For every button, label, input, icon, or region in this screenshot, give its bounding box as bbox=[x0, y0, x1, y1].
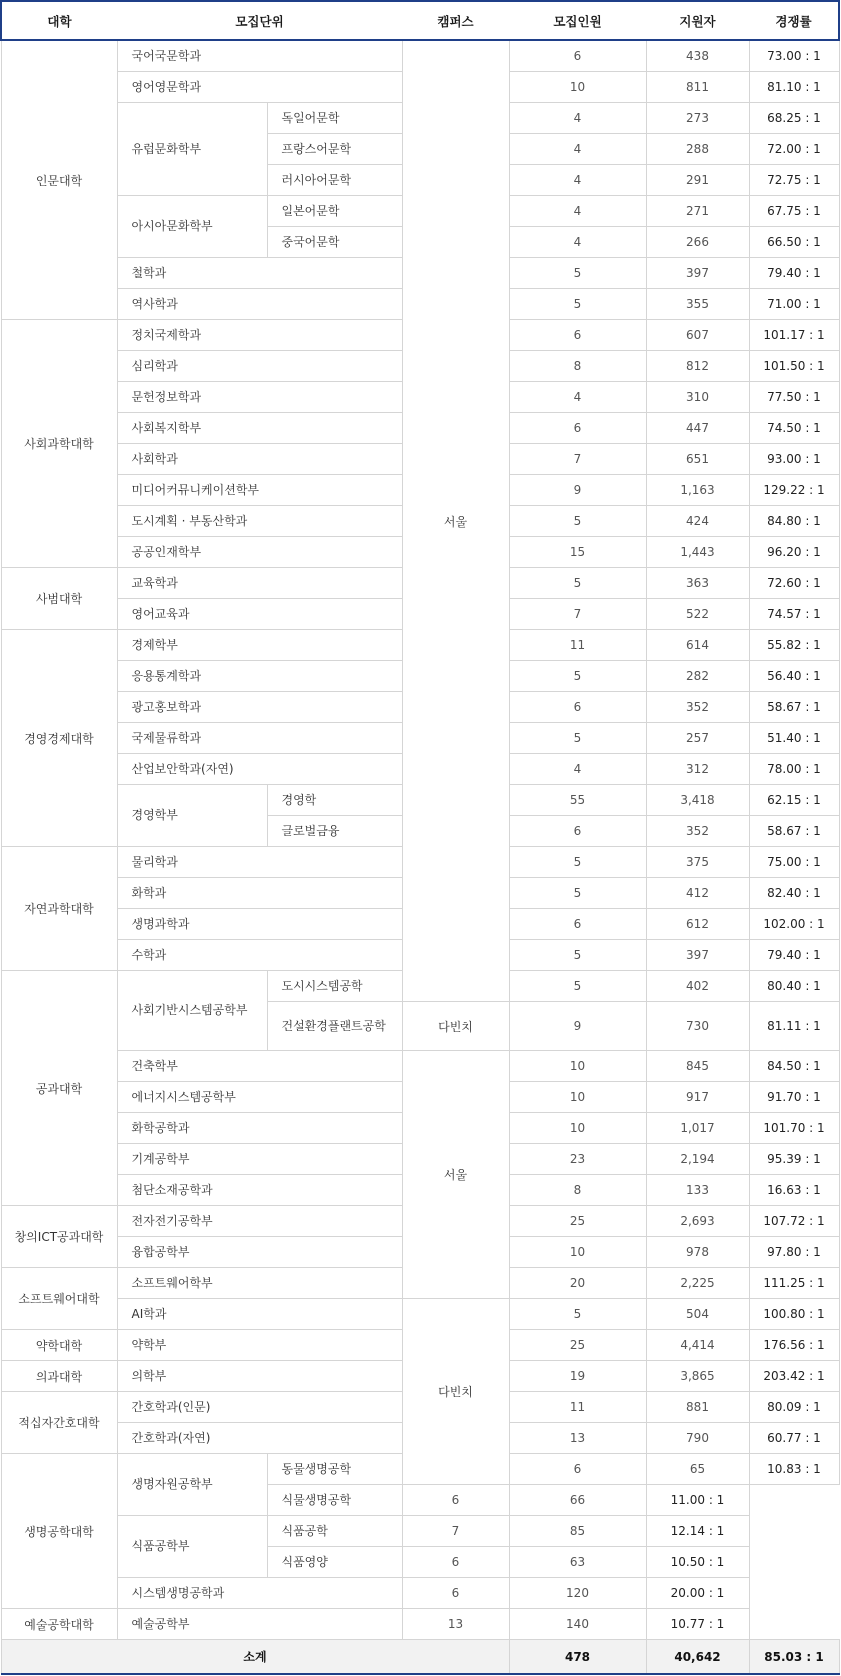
college-cell: 예술공학대학 bbox=[1, 1609, 117, 1640]
applicants-cell: 288 bbox=[646, 134, 749, 165]
ratio-cell: 176.56 : 1 bbox=[749, 1330, 839, 1361]
table-row bbox=[1, 40, 839, 72]
quota-cell: 6 bbox=[509, 413, 646, 444]
table-body bbox=[1, 40, 839, 1674]
major-cell: 동물생명공학 bbox=[267, 1454, 402, 1485]
ratio-cell: 80.09 : 1 bbox=[749, 1392, 839, 1423]
applicants-cell: 504 bbox=[646, 1299, 749, 1330]
ratio-cell: 91.70 : 1 bbox=[749, 1082, 839, 1113]
applicants-cell: 375 bbox=[646, 847, 749, 878]
quota-cell: 5 bbox=[509, 258, 646, 289]
applicants-cell: 811 bbox=[646, 72, 749, 103]
unit-cell: 시스템생명공학과 bbox=[117, 1578, 402, 1609]
quota-cell: 10 bbox=[509, 1237, 646, 1268]
quota-cell: 7 bbox=[509, 444, 646, 475]
quota-cell: 4 bbox=[509, 165, 646, 196]
quota-cell: 6 bbox=[509, 320, 646, 351]
quota-cell: 55 bbox=[509, 785, 646, 816]
applicants-cell: 271 bbox=[646, 196, 749, 227]
applicants-cell: 730 bbox=[646, 1002, 749, 1051]
applicants-cell: 140 bbox=[509, 1609, 646, 1640]
ratio-cell: 100.80 : 1 bbox=[749, 1299, 839, 1330]
unit-cell: 국제물류학과 bbox=[117, 723, 402, 754]
applicants-cell: 978 bbox=[646, 1237, 749, 1268]
applicants-cell: 3,418 bbox=[646, 785, 749, 816]
quota-cell: 13 bbox=[509, 1423, 646, 1454]
college-cell: 약학대학 bbox=[1, 1330, 117, 1361]
table-row bbox=[1, 1299, 839, 1330]
applicants-cell: 614 bbox=[646, 630, 749, 661]
quota-cell: 5 bbox=[509, 506, 646, 537]
applicants-cell: 402 bbox=[646, 971, 749, 1002]
unit-cell: 광고홍보학과 bbox=[117, 692, 402, 723]
applicants-cell: 812 bbox=[646, 351, 749, 382]
quota-cell: 6 bbox=[402, 1578, 509, 1609]
applicants-cell: 66 bbox=[509, 1485, 646, 1516]
ratio-cell: 79.40 : 1 bbox=[749, 940, 839, 971]
major-cell: 식품공학 bbox=[267, 1516, 402, 1547]
quota-cell: 11 bbox=[509, 630, 646, 661]
unit-cell: 정치국제학과 bbox=[117, 320, 402, 351]
major-cell: 독일어문학 bbox=[267, 103, 402, 134]
applicants-cell: 917 bbox=[646, 1082, 749, 1113]
applicants-cell: 120 bbox=[509, 1578, 646, 1609]
header-row bbox=[1, 1, 839, 40]
campus-cell: 다빈치 bbox=[402, 1299, 509, 1485]
unit-cell: 국어국문학과 bbox=[117, 40, 402, 72]
campus-cell: 서울 bbox=[402, 40, 509, 1002]
table-row bbox=[1, 1609, 839, 1640]
ratio-cell: 56.40 : 1 bbox=[749, 661, 839, 692]
unit-cell: 화학과 bbox=[117, 878, 402, 909]
college-cell: 인문대학 bbox=[1, 40, 117, 320]
quota-cell: 8 bbox=[509, 351, 646, 382]
ratio-cell: 101.50 : 1 bbox=[749, 351, 839, 382]
applicants-cell: 363 bbox=[646, 568, 749, 599]
applicants-cell: 424 bbox=[646, 506, 749, 537]
major-cell: 식품영양 bbox=[267, 1547, 402, 1578]
college-cell: 창의ICT공과대학 bbox=[1, 1206, 117, 1268]
quota-cell: 5 bbox=[509, 661, 646, 692]
major-cell: 프랑스어문학 bbox=[267, 134, 402, 165]
applicants-cell: 3,865 bbox=[646, 1361, 749, 1392]
ratio-cell: 16.63 : 1 bbox=[749, 1175, 839, 1206]
unit-cell: 도시계획 · 부동산학과 bbox=[117, 506, 402, 537]
applicants-cell: 397 bbox=[646, 940, 749, 971]
quota-cell: 5 bbox=[509, 1299, 646, 1330]
unit-cell: 의학부 bbox=[117, 1361, 402, 1392]
unit-cell: 수학과 bbox=[117, 940, 402, 971]
quota-cell: 10 bbox=[509, 1113, 646, 1144]
ratio-cell: 95.39 : 1 bbox=[749, 1144, 839, 1175]
quota-cell: 4 bbox=[509, 754, 646, 785]
applicants-cell: 447 bbox=[646, 413, 749, 444]
campus-cell: 서울 bbox=[402, 1051, 509, 1299]
ratio-cell: 68.25 : 1 bbox=[749, 103, 839, 134]
quota-cell: 5 bbox=[509, 847, 646, 878]
ratio-cell: 72.00 : 1 bbox=[749, 134, 839, 165]
major-cell: 중국어문학 bbox=[267, 227, 402, 258]
unit-cell: 융합공학부 bbox=[117, 1237, 402, 1268]
quota-cell: 4 bbox=[509, 382, 646, 413]
ratio-cell: 129.22 : 1 bbox=[749, 475, 839, 506]
department-cell: 생명자원공학부 bbox=[117, 1454, 267, 1516]
header-applicants: 지원자 bbox=[646, 1, 749, 40]
ratio-cell: 60.77 : 1 bbox=[749, 1423, 839, 1454]
total-quota: 478 bbox=[509, 1640, 646, 1675]
applicants-cell: 312 bbox=[646, 754, 749, 785]
ratio-cell: 11.00 : 1 bbox=[646, 1485, 749, 1516]
ratio-cell: 79.40 : 1 bbox=[749, 258, 839, 289]
quota-cell: 8 bbox=[509, 1175, 646, 1206]
quota-cell: 9 bbox=[509, 1002, 646, 1051]
applicants-cell: 133 bbox=[646, 1175, 749, 1206]
quota-cell: 10 bbox=[509, 1082, 646, 1113]
unit-cell: 심리학과 bbox=[117, 351, 402, 382]
quota-cell: 4 bbox=[509, 103, 646, 134]
header-college: 대학 bbox=[1, 1, 117, 40]
unit-cell: 간호학과(자연) bbox=[117, 1423, 402, 1454]
ratio-cell: 71.00 : 1 bbox=[749, 289, 839, 320]
quota-cell: 6 bbox=[509, 692, 646, 723]
header-campus: 캠퍼스 bbox=[402, 1, 509, 40]
department-cell: 사회기반시스템공학부 bbox=[117, 971, 267, 1051]
ratio-cell: 102.00 : 1 bbox=[749, 909, 839, 940]
total-ratio: 85.03 : 1 bbox=[749, 1640, 839, 1675]
ratio-cell: 74.50 : 1 bbox=[749, 413, 839, 444]
ratio-cell: 101.70 : 1 bbox=[749, 1113, 839, 1144]
ratio-cell: 51.40 : 1 bbox=[749, 723, 839, 754]
quota-cell: 10 bbox=[509, 1051, 646, 1082]
ratio-cell: 10.50 : 1 bbox=[646, 1547, 749, 1578]
ratio-cell: 72.60 : 1 bbox=[749, 568, 839, 599]
quota-cell: 6 bbox=[509, 816, 646, 847]
ratio-cell: 80.40 : 1 bbox=[749, 971, 839, 1002]
quota-cell: 4 bbox=[509, 134, 646, 165]
unit-cell: 문헌정보학과 bbox=[117, 382, 402, 413]
ratio-cell: 84.50 : 1 bbox=[749, 1051, 839, 1082]
major-cell: 식물생명공학 bbox=[267, 1485, 402, 1516]
applicants-cell: 2,225 bbox=[646, 1268, 749, 1299]
ratio-cell: 75.00 : 1 bbox=[749, 847, 839, 878]
unit-cell: 산업보안학과(자연) bbox=[117, 754, 402, 785]
ratio-cell: 55.82 : 1 bbox=[749, 630, 839, 661]
applicants-cell: 310 bbox=[646, 382, 749, 413]
quota-cell: 10 bbox=[509, 72, 646, 103]
college-cell: 적십자간호대학 bbox=[1, 1392, 117, 1454]
applicants-cell: 412 bbox=[646, 878, 749, 909]
applicants-cell: 63 bbox=[509, 1547, 646, 1578]
ratio-cell: 96.20 : 1 bbox=[749, 537, 839, 568]
unit-cell: 예술공학부 bbox=[117, 1609, 402, 1640]
major-cell: 도시시스템공학 bbox=[267, 971, 402, 1002]
applicants-cell: 881 bbox=[646, 1392, 749, 1423]
quota-cell: 6 bbox=[402, 1485, 509, 1516]
quota-cell: 25 bbox=[509, 1330, 646, 1361]
unit-cell: 교육학과 bbox=[117, 568, 402, 599]
college-cell: 사회과학대학 bbox=[1, 320, 117, 568]
ratio-cell: 73.00 : 1 bbox=[749, 40, 839, 72]
header-unit: 모집단위 bbox=[117, 1, 402, 40]
quota-cell: 4 bbox=[509, 227, 646, 258]
quota-cell: 7 bbox=[509, 599, 646, 630]
applicants-cell: 273 bbox=[646, 103, 749, 134]
applicants-cell: 1,163 bbox=[646, 475, 749, 506]
ratio-cell: 58.67 : 1 bbox=[749, 692, 839, 723]
applicants-cell: 355 bbox=[646, 289, 749, 320]
ratio-cell: 10.83 : 1 bbox=[749, 1454, 839, 1485]
unit-cell: 화학공학과 bbox=[117, 1113, 402, 1144]
quota-cell: 5 bbox=[509, 568, 646, 599]
department-cell: 식품공학부 bbox=[117, 1516, 267, 1578]
unit-cell: 약학부 bbox=[117, 1330, 402, 1361]
quota-cell: 6 bbox=[509, 1454, 646, 1485]
quota-cell: 6 bbox=[509, 40, 646, 72]
unit-cell: 건축학부 bbox=[117, 1051, 402, 1082]
applicants-cell: 85 bbox=[509, 1516, 646, 1547]
quota-cell: 9 bbox=[509, 475, 646, 506]
ratio-cell: 78.00 : 1 bbox=[749, 754, 839, 785]
ratio-cell: 62.15 : 1 bbox=[749, 785, 839, 816]
applicants-cell: 65 bbox=[646, 1454, 749, 1485]
quota-cell: 5 bbox=[509, 971, 646, 1002]
table-row bbox=[1, 1578, 839, 1609]
unit-cell: 간호학과(인문) bbox=[117, 1392, 402, 1423]
college-cell: 경영경제대학 bbox=[1, 630, 117, 847]
applicants-cell: 2,194 bbox=[646, 1144, 749, 1175]
unit-cell: 철학과 bbox=[117, 258, 402, 289]
quota-cell: 6 bbox=[509, 909, 646, 940]
applicants-cell: 612 bbox=[646, 909, 749, 940]
unit-cell: 사회복지학부 bbox=[117, 413, 402, 444]
major-cell: 글로벌금융 bbox=[267, 816, 402, 847]
unit-cell: 역사학과 bbox=[117, 289, 402, 320]
ratio-cell: 10.77 : 1 bbox=[646, 1609, 749, 1640]
applicants-cell: 1,443 bbox=[646, 537, 749, 568]
applicants-cell: 438 bbox=[646, 40, 749, 72]
total-applicants: 40,642 bbox=[646, 1640, 749, 1675]
ratio-cell: 20.00 : 1 bbox=[646, 1578, 749, 1609]
ratio-cell: 84.80 : 1 bbox=[749, 506, 839, 537]
quota-cell: 4 bbox=[509, 196, 646, 227]
ratio-cell: 12.14 : 1 bbox=[646, 1516, 749, 1547]
applicants-cell: 4,414 bbox=[646, 1330, 749, 1361]
unit-cell: 기계공학부 bbox=[117, 1144, 402, 1175]
unit-cell: 경제학부 bbox=[117, 630, 402, 661]
unit-cell: 영어교육과 bbox=[117, 599, 402, 630]
ratio-cell: 97.80 : 1 bbox=[749, 1237, 839, 1268]
unit-cell: 에너지시스템공학부 bbox=[117, 1082, 402, 1113]
unit-cell: 생명과학과 bbox=[117, 909, 402, 940]
quota-cell: 6 bbox=[402, 1547, 509, 1578]
header-quota: 모집인원 bbox=[509, 1, 646, 40]
unit-cell: 소프트웨어학부 bbox=[117, 1268, 402, 1299]
applicants-cell: 397 bbox=[646, 258, 749, 289]
ratio-cell: 77.50 : 1 bbox=[749, 382, 839, 413]
unit-cell: AI학과 bbox=[117, 1299, 402, 1330]
quota-cell: 5 bbox=[509, 723, 646, 754]
applicants-cell: 845 bbox=[646, 1051, 749, 1082]
unit-cell: 첨단소재공학과 bbox=[117, 1175, 402, 1206]
ratio-cell: 81.10 : 1 bbox=[749, 72, 839, 103]
quota-cell: 19 bbox=[509, 1361, 646, 1392]
ratio-cell: 203.42 : 1 bbox=[749, 1361, 839, 1392]
department-cell: 아시아문화학부 bbox=[117, 196, 267, 258]
quota-cell: 7 bbox=[402, 1516, 509, 1547]
unit-cell: 물리학과 bbox=[117, 847, 402, 878]
college-cell: 사범대학 bbox=[1, 568, 117, 630]
department-cell: 경영학부 bbox=[117, 785, 267, 847]
quota-cell: 13 bbox=[402, 1609, 509, 1640]
applicants-cell: 522 bbox=[646, 599, 749, 630]
applicants-cell: 352 bbox=[646, 692, 749, 723]
ratio-cell: 66.50 : 1 bbox=[749, 227, 839, 258]
ratio-cell: 81.11 : 1 bbox=[749, 1002, 839, 1051]
applicants-cell: 352 bbox=[646, 816, 749, 847]
ratio-cell: 101.17 : 1 bbox=[749, 320, 839, 351]
total-label: 소계 bbox=[1, 1640, 509, 1675]
unit-cell: 응용통계학과 bbox=[117, 661, 402, 692]
ratio-cell: 111.25 : 1 bbox=[749, 1268, 839, 1299]
unit-cell: 미디어커뮤니케이션학부 bbox=[117, 475, 402, 506]
applicants-cell: 282 bbox=[646, 661, 749, 692]
applicants-cell: 1,017 bbox=[646, 1113, 749, 1144]
header-ratio: 경쟁률 bbox=[749, 1, 839, 40]
department-cell: 유럽문화학부 bbox=[117, 103, 267, 196]
total-row bbox=[1, 1640, 839, 1675]
unit-cell: 영어영문학과 bbox=[117, 72, 402, 103]
major-cell: 경영학 bbox=[267, 785, 402, 816]
applicants-cell: 266 bbox=[646, 227, 749, 258]
ratio-cell: 58.67 : 1 bbox=[749, 816, 839, 847]
unit-cell: 사회학과 bbox=[117, 444, 402, 475]
quota-cell: 15 bbox=[509, 537, 646, 568]
applicants-cell: 291 bbox=[646, 165, 749, 196]
table-row bbox=[1, 1051, 839, 1082]
ratio-cell: 74.57 : 1 bbox=[749, 599, 839, 630]
applicants-cell: 651 bbox=[646, 444, 749, 475]
ratio-cell: 72.75 : 1 bbox=[749, 165, 839, 196]
quota-cell: 5 bbox=[509, 289, 646, 320]
ratio-cell: 93.00 : 1 bbox=[749, 444, 839, 475]
college-cell: 공과대학 bbox=[1, 971, 117, 1206]
applicants-cell: 607 bbox=[646, 320, 749, 351]
applicants-cell: 2,693 bbox=[646, 1206, 749, 1237]
college-cell: 생명공학대학 bbox=[1, 1454, 117, 1609]
quota-cell: 20 bbox=[509, 1268, 646, 1299]
campus-cell: 다빈치 bbox=[402, 1002, 509, 1051]
unit-cell: 전자전기공학부 bbox=[117, 1206, 402, 1237]
college-cell: 자연과학대학 bbox=[1, 847, 117, 971]
ratio-cell: 107.72 : 1 bbox=[749, 1206, 839, 1237]
table-row bbox=[1, 1516, 839, 1547]
quota-cell: 5 bbox=[509, 940, 646, 971]
college-cell: 소프트웨어대학 bbox=[1, 1268, 117, 1330]
ratio-cell: 82.40 : 1 bbox=[749, 878, 839, 909]
major-cell: 러시아어문학 bbox=[267, 165, 402, 196]
college-cell: 의과대학 bbox=[1, 1361, 117, 1392]
quota-cell: 25 bbox=[509, 1206, 646, 1237]
applicants-cell: 790 bbox=[646, 1423, 749, 1454]
applicants-cell: 257 bbox=[646, 723, 749, 754]
major-cell: 일본어문학 bbox=[267, 196, 402, 227]
unit-cell: 공공인재학부 bbox=[117, 537, 402, 568]
quota-cell: 5 bbox=[509, 878, 646, 909]
quota-cell: 23 bbox=[509, 1144, 646, 1175]
major-cell: 건설환경플랜트공학 bbox=[267, 1002, 402, 1051]
quota-cell: 11 bbox=[509, 1392, 646, 1423]
ratio-cell: 67.75 : 1 bbox=[749, 196, 839, 227]
